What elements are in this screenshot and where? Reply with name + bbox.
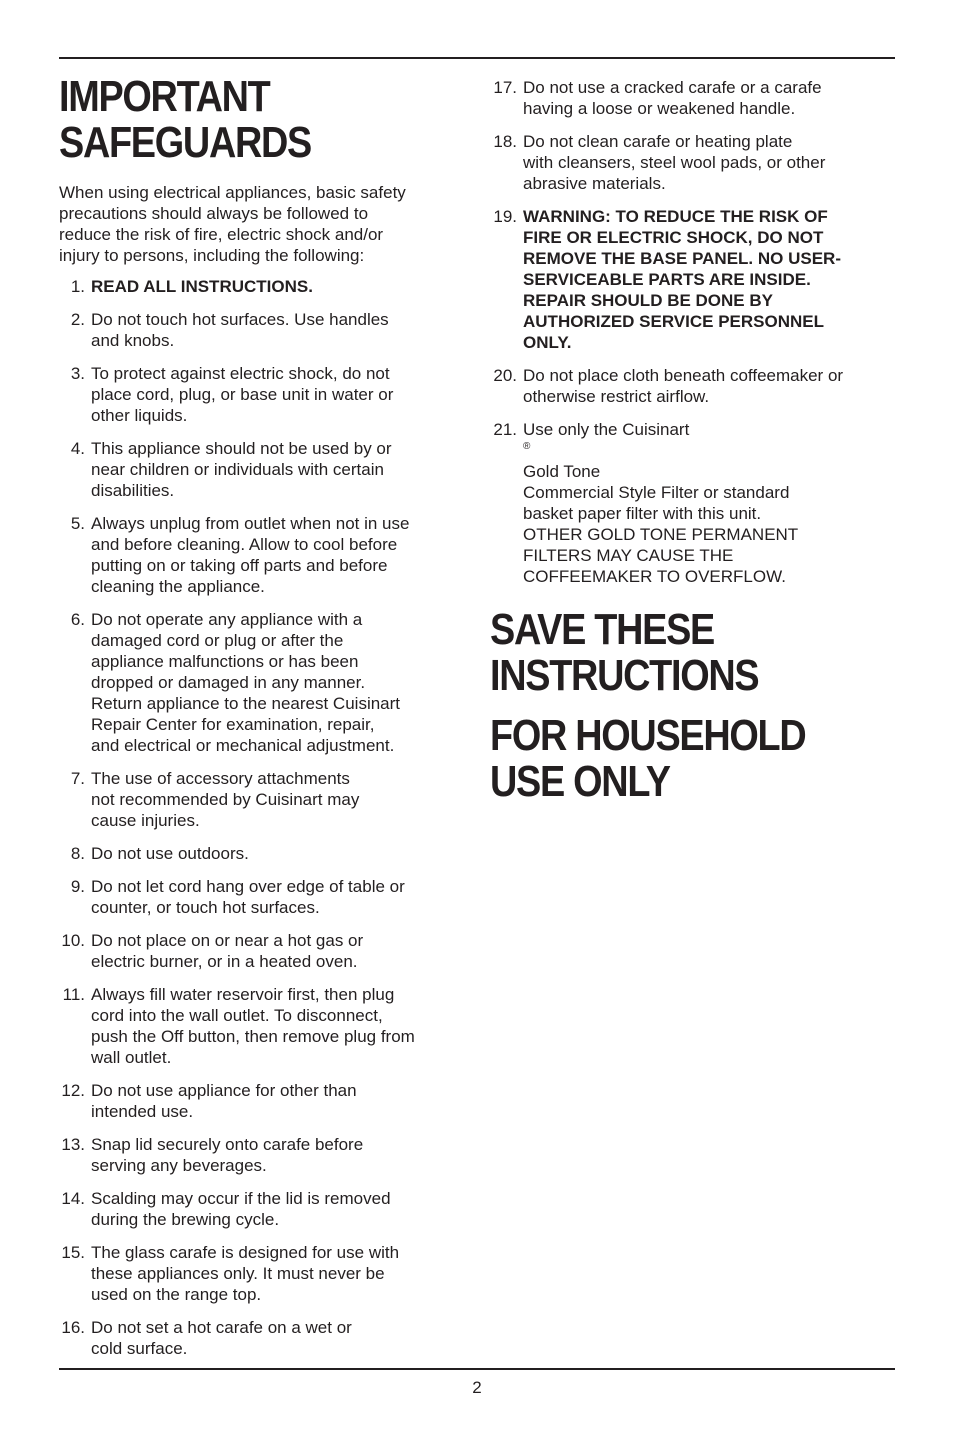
safeguards-list <box>59 276 464 1359</box>
safeguards-list-continued <box>490 77 895 407</box>
safeguards-list-item-21-wrap <box>490 419 895 587</box>
item-text <box>523 206 895 353</box>
item-line: REPAIR SHOULD BE DONE BY <box>523 291 773 310</box>
item-text <box>91 876 464 918</box>
left-column <box>59 74 464 1371</box>
list-item <box>59 276 464 297</box>
list-item <box>59 363 464 426</box>
list-item <box>59 1188 464 1230</box>
item-number: 16. <box>61 1318 85 1337</box>
item-line: WARNING: TO REDUCE THE RISK OF <box>523 207 828 226</box>
item-line: cold surface. <box>91 1339 188 1358</box>
item-line: Do not clean carafe or heating plate <box>523 132 793 151</box>
list-item <box>59 984 464 1068</box>
item-number: 14. <box>61 1189 85 1208</box>
item-line: Do not let cord hang over edge of table or <box>91 877 405 896</box>
intro-paragraph <box>59 182 464 266</box>
item-number: 9. <box>70 877 85 896</box>
item-number: 15. <box>61 1243 85 1262</box>
list-item <box>59 843 464 864</box>
item-line: during the brewing cycle. <box>91 1210 280 1229</box>
save-instructions-heading <box>490 607 838 699</box>
item-line: SERVICEABLE PARTS ARE INSIDE. <box>523 270 811 289</box>
item-text <box>91 609 464 756</box>
item-line <box>523 419 895 482</box>
item-line: The use of accessory attachments <box>91 769 350 788</box>
item-line: Return appliance to the nearest Cuisinart <box>91 694 401 713</box>
item-line: AUTHORIZED SERVICE PERSONNEL <box>523 312 825 331</box>
heading-line: FOR HOUSEHOLD <box>490 711 806 760</box>
list-item <box>59 1080 464 1122</box>
intro-line: When using electrical appliances, basic safety <box>59 183 406 202</box>
item-line: with cleansers, steel wool pads, or other <box>523 153 826 172</box>
list-item <box>59 609 464 756</box>
item-line: cleaning the appliance. <box>91 577 265 596</box>
item-text <box>91 984 464 1068</box>
item-text <box>523 77 895 119</box>
list-item <box>59 930 464 972</box>
item-line: The glass carafe is designed for use with <box>91 1243 400 1262</box>
item-line: Repair Center for examination, repair, <box>91 715 375 734</box>
item-text <box>91 309 464 351</box>
item-text <box>91 1317 464 1359</box>
item-text <box>91 768 464 831</box>
heading-line: INSTRUCTIONS <box>490 651 759 700</box>
item-line: Do not touch hot surfaces. Use handles <box>91 310 389 329</box>
item-text <box>91 276 464 297</box>
item-line: Do not operate any appliance with a <box>91 610 363 629</box>
item-number: 2. <box>70 310 85 329</box>
item-line: OTHER GOLD TONE PERMANENT <box>523 525 799 544</box>
item-text <box>523 131 895 194</box>
item-line: Always fill water reservoir first, then plug <box>91 985 395 1004</box>
item-number: 7. <box>70 769 85 788</box>
item-line: used on the range top. <box>91 1285 262 1304</box>
item-number: 1. <box>70 277 85 296</box>
item-line: dropped or damaged in any manner. <box>91 673 366 692</box>
page-number: 2 <box>472 1378 482 1397</box>
item-line: basket paper filter with this unit. <box>523 504 762 523</box>
item-line: This appliance should not be used by or <box>91 439 392 458</box>
item-line-text: Gold Tone <box>523 462 601 481</box>
list-item <box>59 1134 464 1176</box>
item-line: electric burner, or in a heated oven. <box>91 952 358 971</box>
item-line: near children or individuals with certain <box>91 460 384 479</box>
item-line: intended use. <box>91 1102 194 1121</box>
item-line: serving any beverages. <box>91 1156 267 1175</box>
item-number: 4. <box>70 439 85 458</box>
item-line: otherwise restrict airflow. <box>523 387 710 406</box>
item-line: Do not place cloth beneath coffeemaker or <box>523 366 844 385</box>
item-line: and electrical or mechanical adjustment. <box>91 736 395 755</box>
item-number: 6. <box>70 610 85 629</box>
item-line: cause injuries. <box>91 811 200 830</box>
item-line: Do not set a hot carafe on a wet or <box>91 1318 352 1337</box>
list-item <box>59 768 464 831</box>
item-line: place cord, plug, or base unit in water or <box>91 385 394 404</box>
item-line: and knobs. <box>91 331 175 350</box>
item-number: 18. <box>493 132 517 151</box>
item-text <box>91 1134 464 1176</box>
item-text <box>523 419 895 587</box>
item-line: not recommended by Cuisinart may <box>91 790 360 809</box>
item-line: other liquids. <box>91 406 188 425</box>
heading-line: USE ONLY <box>490 757 670 806</box>
item-line: FILTERS MAY CAUSE THE <box>523 546 734 565</box>
item-line: these appliances only. It must never be <box>91 1264 385 1283</box>
item-text <box>91 1242 464 1305</box>
item-line: and before cleaning. Allow to cool before <box>91 535 398 554</box>
item-line: abrasive materials. <box>523 174 666 193</box>
item-text <box>91 1188 464 1230</box>
item-line: READ ALL INSTRUCTIONS. <box>91 277 313 296</box>
item-number: 10. <box>61 931 85 950</box>
item-number: 5. <box>70 514 85 533</box>
item-line: Do not use a cracked carafe or a carafe <box>523 78 822 97</box>
list-item <box>490 131 895 194</box>
item-number: 12. <box>61 1081 85 1100</box>
item-line: wall outlet. <box>91 1048 172 1067</box>
item-line: Do not place on or near a hot gas or <box>91 931 364 950</box>
heading-line: SAVE THESE <box>490 605 715 654</box>
item-text <box>91 843 464 864</box>
item-text <box>91 363 464 426</box>
right-column <box>490 77 895 805</box>
item-line: Do not use outdoors. <box>91 844 249 863</box>
list-item <box>59 1242 464 1305</box>
item-number: 3. <box>70 364 85 383</box>
item-text <box>91 513 464 597</box>
item-line-text: Use only the Cuisinart <box>523 420 690 439</box>
heading-line: SAFEGUARDS <box>59 118 312 167</box>
item-line: having a loose or weakened handle. <box>523 99 796 118</box>
item-line: To protect against electric shock, do not <box>91 364 390 383</box>
list-item <box>59 876 464 918</box>
intro-line: reduce the risk of fire, electric shock and/or <box>59 225 384 244</box>
item-line: push the Off button, then remove plug from <box>91 1027 415 1046</box>
item-line: Scalding may occur if the lid is removed <box>91 1189 391 1208</box>
item-text <box>91 438 464 501</box>
item-text <box>91 930 464 972</box>
item-number: 11. <box>62 985 85 1004</box>
bottom-rule <box>59 1368 895 1370</box>
item-line: damaged cord or plug or after the <box>91 631 344 650</box>
item-line: COFFEEMAKER TO OVERFLOW. <box>523 567 786 586</box>
household-use-heading <box>490 713 838 805</box>
registered-mark: ® <box>523 441 531 452</box>
item-line: Do not use appliance for other than <box>91 1081 357 1100</box>
list-item <box>490 365 895 407</box>
item-line: appliance malfunctions or has been <box>91 652 359 671</box>
item-line: cord into the wall outlet. To disconnect, <box>91 1006 383 1025</box>
item-line: ONLY. <box>523 333 572 352</box>
list-item <box>59 513 464 597</box>
item-line: counter, or touch hot surfaces. <box>91 898 320 917</box>
item-line: Snap lid securely onto carafe before <box>91 1135 364 1154</box>
item-line: putting on or taking off parts and before <box>91 556 388 575</box>
item-number: 17. <box>493 78 517 97</box>
item-line: Commercial Style Filter or standard <box>523 483 790 502</box>
list-item <box>490 419 895 587</box>
item-number: 20. <box>493 366 517 385</box>
intro-line: injury to persons, including the following: <box>59 246 365 265</box>
list-item <box>59 309 464 351</box>
item-line: FIRE OR ELECTRIC SHOCK, DO NOT <box>523 228 824 247</box>
list-item <box>490 206 895 353</box>
heading-line: IMPORTANT <box>59 72 270 121</box>
item-line: disabilities. <box>91 481 175 500</box>
item-text <box>91 1080 464 1122</box>
top-rule <box>59 57 895 59</box>
item-line: Always unplug from outlet when not in use <box>91 514 410 533</box>
list-item <box>59 1317 464 1359</box>
item-number: 8. <box>70 844 85 863</box>
item-line: REMOVE THE BASE PANEL. NO USER- <box>523 249 841 268</box>
item-number: 21. <box>493 420 517 439</box>
important-safeguards-heading <box>59 74 407 166</box>
item-number: 19. <box>493 207 517 226</box>
list-item <box>59 438 464 501</box>
list-item <box>490 77 895 119</box>
intro-line: precautions should always be followed to <box>59 204 369 223</box>
item-number: 13. <box>61 1135 85 1154</box>
item-text <box>523 365 895 407</box>
